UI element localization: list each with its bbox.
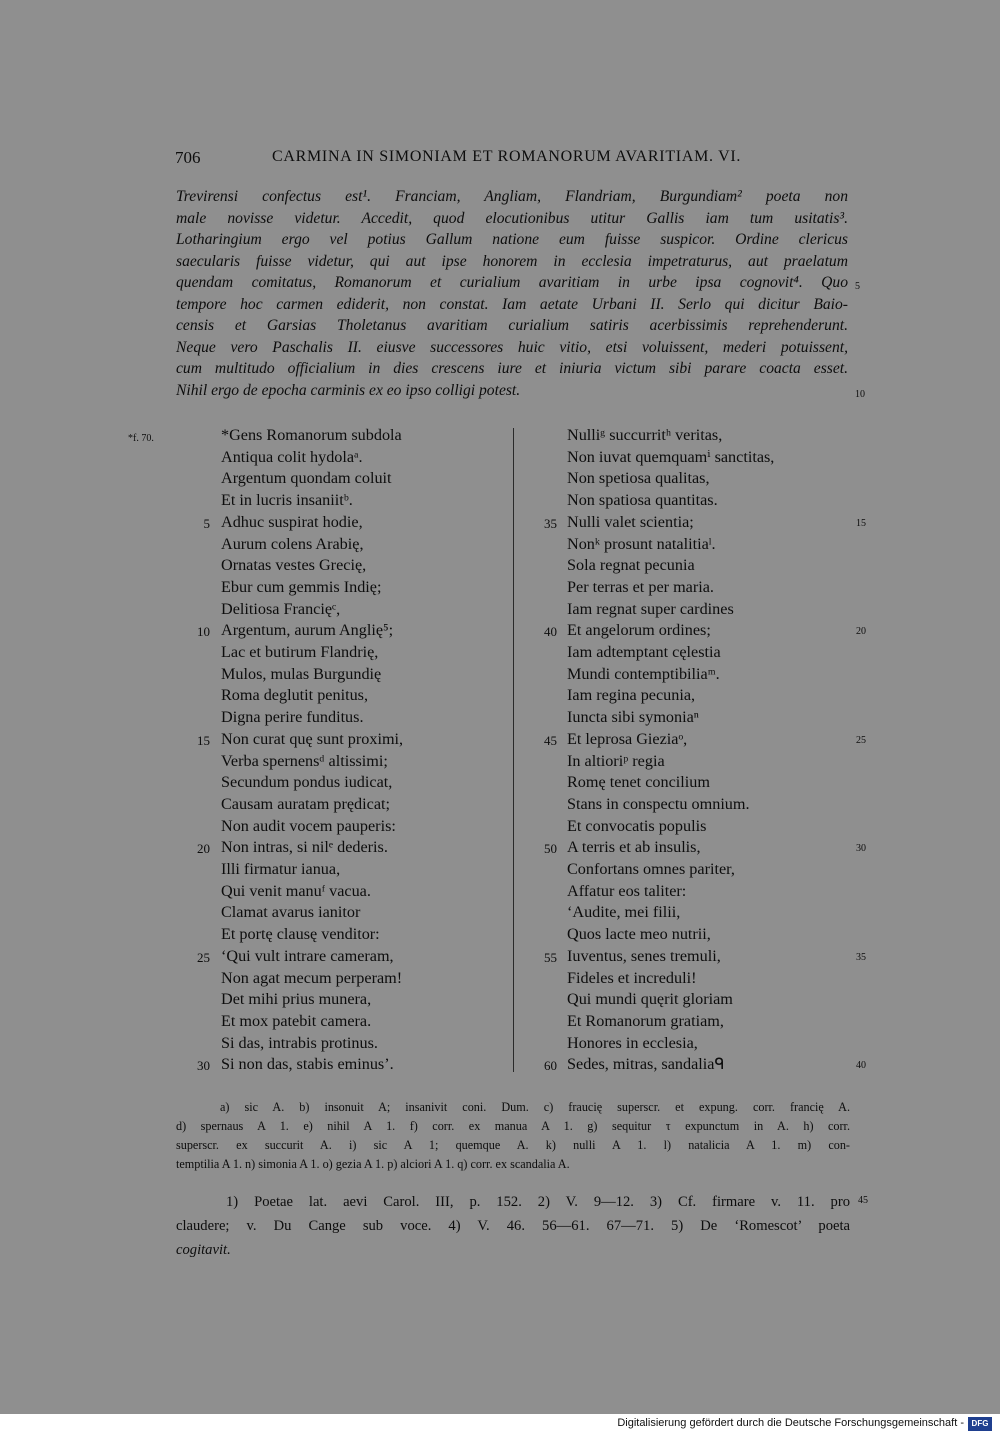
margin-line-number: 10 (855, 389, 865, 400)
poem-verse: *Gens Romanorum subdola (221, 426, 402, 444)
poem-verse: Secundum pondus iudicat, (221, 773, 393, 792)
poem-verse: Si non das, stabis eminus’. (221, 1055, 394, 1074)
poem-verse: Non agat mecum perperam! (221, 968, 403, 987)
numbered-notes (176, 1190, 850, 1262)
poem-verse: Stans in conspectu omnium. (567, 794, 750, 813)
intro-line: male novisse videtur. Accedit, quod elocutionibus utitur Gallis iam tum usitatis³. (176, 209, 848, 227)
poem-verse: Delitiosa Francięᶜ, (221, 599, 341, 618)
verse-number: 50 (544, 841, 557, 857)
poem-verse: Per terras et per maria. (567, 577, 714, 596)
margin-line-number: 5 (855, 281, 860, 292)
intro-line: quendam comitatus, Romanorum et curialium avaritiam in urbe ipsa cognovit⁴. Quo (176, 274, 848, 291)
poem-verse: Digna perire funditus. (221, 708, 364, 727)
margin-line-number: 30 (856, 843, 866, 855)
poem-verse: Adhuc suspirat hodie, (221, 512, 363, 531)
poem-verse: Quos lacte meo nutrii, (567, 925, 711, 944)
poem-verse: Mulos, mulas Burgundię (221, 664, 382, 683)
intro-line: Neque vero Paschalis II. eiusve successores huic vitio, etsi voluissent, mederi potuissent, (176, 338, 848, 356)
page-number: 706 (175, 148, 201, 167)
poem-verse: Antiqua colit hydolaᵃ. (221, 447, 363, 466)
poem-verse: Iam adtemptant cęlestia (567, 643, 721, 661)
verse-number: 15 (197, 732, 210, 748)
poem-verse: Confortans omnes pariter, (567, 860, 735, 878)
poem-verse: Honores in ecclesia, (567, 1033, 698, 1052)
poem-verse: Romę tenet concilium (567, 773, 710, 792)
poem-verse: Iuventus, senes tremuli, (567, 946, 721, 965)
poem-verse: Et convocatis populis (567, 816, 707, 835)
intro-line: Lotharingium ergo vel potius Gallum natione eum fuisse suspicor. Ordine clericus (176, 231, 848, 248)
variant-note-line: a) sic A. b) insonuit A; insanivit coni. Dum. c) fraucię superscr. et expung. corr. francię A. (220, 1100, 850, 1114)
poem-verse: Iam regina pecunia, (567, 686, 696, 705)
poem-verse: Det mihi prius munera, (221, 990, 372, 1009)
intro-line: censis et Garsias Tholetanus avaritiam curialium satiris acerbissimis reprehenderunt. (176, 317, 848, 334)
numbered-note-line: 1) Poetae lat. aevi Carol. III, p. 152. 2) V. 9—12. 3) Cf. firmare v. 11. pro (226, 1194, 850, 1210)
poem-verse: Et leprosa Gieziaᵒ, (567, 729, 688, 748)
poem-verse: Argentum, aurum Anglię⁵; (221, 621, 394, 640)
poem-verse: Qui venit manuᶠ vacua. (221, 881, 371, 900)
poem-verse: Lac et butirum Flandrię, (221, 643, 379, 661)
verse-number: 40 (544, 624, 557, 640)
poem-verse: Sedes, mitras, sandaliaᑫ (567, 1055, 725, 1074)
verse-number: 55 (544, 949, 557, 965)
poem-verse: Illi firmatur ianua, (221, 860, 341, 878)
intro-paragraph (176, 186, 848, 401)
poem-verse: Iuncta sibi symoniaⁿ (567, 708, 699, 727)
numbered-note-line: claudere; v. Du Cange sub voce. 4) V. 46. 56—61. 67—71. 5) De ‘Romescot’ poeta (176, 1218, 850, 1234)
poem-verse: Argentum quondam coluit (221, 469, 392, 488)
verse-number: 20 (197, 841, 210, 857)
poem-verse: Iam regnat super cardines (567, 599, 734, 618)
dfg-logo: DFG (968, 1417, 992, 1431)
verse-number: 45 (544, 732, 557, 748)
margin-line-number: 25 (856, 734, 866, 746)
poem-verse: Et mox patebit camera. (221, 1011, 372, 1030)
verse-number: 35 (544, 515, 557, 531)
poem-verse: Non spatiosa quantitas. (567, 491, 718, 510)
verse-number: 60 (544, 1058, 557, 1074)
intro-line: tempore hoc carmen ediderit, non constat. Iam aetate Urbani II. Serlo qui dicitur Baio- (176, 295, 848, 313)
verse-number: 30 (197, 1058, 210, 1074)
numbered-note-line: cogitavit. (176, 1242, 231, 1258)
poem-verse: Ornatas vestes Grecię, (221, 556, 367, 575)
poem-verse: Sola regnat pecunia (567, 556, 695, 575)
poem-verse: ‘Audite, mei filii, (567, 903, 681, 922)
running-title: CARMINA IN SIMONIAM ET ROMANORUM AVARITIAM. VI. (272, 148, 742, 165)
column-divider (513, 428, 514, 1072)
poem-verse: Et angelorum ordines; (567, 621, 711, 640)
credit-bar (0, 1414, 1000, 1434)
poem-verse: Non audit vocem pauperis: (221, 816, 396, 835)
variant-note-line: d) spernaus A 1. e) nihil A 1. f) corr. ex manua A 1. g) sequitur τ expunctum in A. h) corr. (176, 1119, 850, 1133)
poem-verse: Verba spernensᵈ altissimi; (221, 751, 388, 770)
poem-verse: Fideles et increduli! (567, 968, 697, 987)
poem-verse: Affatur eos taliter: (567, 881, 687, 900)
poem-verse: ‘Qui vult intrare cameram, (221, 946, 394, 965)
poem-verse: Non curat quę sunt proximi, (221, 729, 404, 748)
intro-line: cum multitudo officialium in dies crescens iure et iniuria victum sibi parare coacta esset. (176, 360, 848, 377)
intro-line: Nihil ergo de epocha carminis ex eo ipso colligi potest. (176, 381, 521, 399)
margin-line-number: 35 (856, 951, 866, 963)
variant-notes (176, 1098, 850, 1174)
verse-number: 25 (197, 949, 210, 965)
poem-verse: Non iuvat quemquamⁱ sanctitas, (567, 447, 775, 466)
margin-line-number: 45 (858, 1195, 868, 1206)
poem-verse: Qui mundi quęrit gloriam (567, 990, 733, 1009)
poem-verse: Roma deglutit penitus, (221, 686, 369, 705)
poem-verse: Clamat avarus ianitor (221, 903, 361, 922)
poem-verse: Aurum colens Arabię, (221, 534, 364, 553)
credit-text: Digitalisierung gefördert durch die Deutsche Forschungsgemeinschaft - (617, 1417, 964, 1429)
poem-verse: A terris et ab insulis, (567, 838, 701, 857)
poem-verse: Ebur cum gemmis Indię; (221, 577, 382, 596)
verse-number: 10 (197, 624, 210, 640)
poem-verse: Mundi contemptibiliaᵐ. (567, 664, 720, 683)
poem-verse: Causam auratam prędicat; (221, 794, 390, 813)
poem-verse: Et Romanorum gratiam, (567, 1011, 724, 1030)
poem-verse: Et portę clausę venditor: (221, 925, 380, 944)
variant-note-line: superscr. ex succurit A. i) sic A 1; quemque A. k) nulli A 1. l) natalicia A 1. m) con- (176, 1138, 850, 1152)
poem-verse: Nulliᵍ succurritʰ veritas, (567, 426, 723, 444)
poem-verse: Non spetiosa qualitas, (567, 469, 710, 488)
poem-verse: Si das, intrabis protinus. (221, 1033, 378, 1052)
variant-note-line: temptilia A 1. n) simonia A 1. o) gezia A 1. p) alciori A 1. q) corr. ex scandalia A. (176, 1157, 570, 1171)
poem-verse: Non intras, si nilᵉ dederis. (221, 838, 388, 857)
poem-verse: In altioriᵖ regia (567, 751, 665, 770)
verse-number: 5 (203, 515, 210, 531)
intro-line: saecularis fuisse videtur, qui aut ipse honorem in ecclesia impetraturus, aut praelatum (176, 252, 848, 270)
intro-line: Trevirensi confectus est¹. Franciam, Angliam, Flandriam, Burgundiam² poeta non (176, 188, 848, 205)
poem-verse: Et in lucris insaniitᵇ. (221, 491, 353, 510)
poem-verse: Nonᵏ prosunt natalitiaˡ. (567, 534, 716, 553)
poem-verse: Nulli valet scientia; (567, 512, 694, 531)
margin-line-number: 40 (856, 1060, 866, 1072)
folio-mark: *f. 70. (128, 433, 154, 444)
margin-line-number: 15 (856, 517, 866, 529)
margin-line-number: 20 (856, 626, 866, 638)
